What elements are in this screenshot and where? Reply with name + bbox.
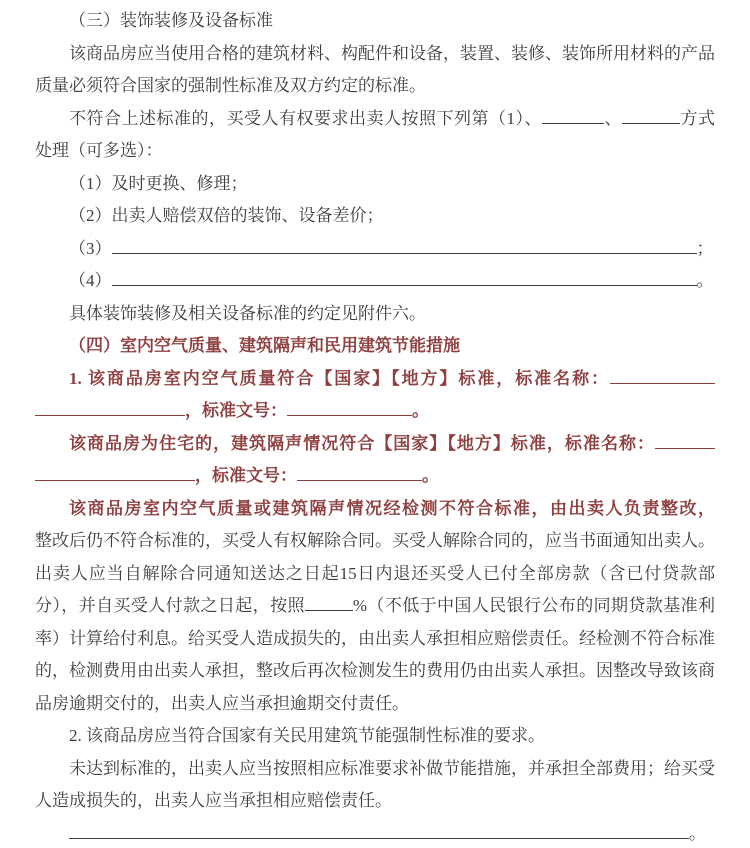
text-run: 。 bbox=[422, 466, 439, 485]
para-sound-insulation-standard bbox=[35, 428, 715, 493]
fill-in-blank bbox=[655, 431, 715, 449]
contract-body bbox=[35, 5, 715, 848]
fill-in-blank bbox=[610, 366, 715, 384]
section-4-heading bbox=[35, 330, 715, 363]
para-energy-remedy bbox=[35, 753, 715, 818]
text-run: 具体装饰装修及相关设备标准的约定见附件六。 bbox=[69, 303, 426, 323]
text-run: 该商品房为住宅的，建筑隔声情况符合【国家】【地方】标准，标准名称： bbox=[69, 433, 655, 453]
text-run: 方式处理（可多选）： bbox=[35, 108, 715, 160]
fill-in-blank bbox=[622, 106, 680, 124]
list-item-3 bbox=[35, 233, 715, 266]
text-run: （三）装饰装修及设备标准 bbox=[69, 11, 273, 30]
fill-in-blank bbox=[112, 236, 697, 254]
text-run: （2）出卖人赔偿双倍的装饰、设备差价； bbox=[69, 206, 384, 225]
para-material-standards bbox=[35, 38, 715, 103]
text-run: 1. 该商品房室内空气质量符合【国家】【地方】标准，标准名称： bbox=[69, 368, 610, 388]
text-run: 不符合上述标准的，买受人有权要求出卖人按照下列第（1）、 bbox=[69, 108, 542, 128]
list-item-4 bbox=[35, 265, 715, 298]
para-air-quality-standard bbox=[35, 363, 715, 428]
fill-in-blank bbox=[35, 463, 195, 481]
para-appendix-six bbox=[35, 298, 715, 331]
fill-in-blank bbox=[297, 463, 422, 481]
text-run: ，标准文号： bbox=[195, 466, 297, 485]
text-run: 该商品房应当使用合格的建筑材料、构配件和设备，装置、装修、装饰所用材料的产品质量必须符合国家的强制性标准及双方约定的标准。 bbox=[35, 43, 715, 95]
text-run: 、 bbox=[604, 108, 622, 128]
text-run: （4） bbox=[69, 271, 112, 290]
text-run: （3） bbox=[69, 238, 112, 258]
text-run: （1）及时更换、修理； bbox=[69, 173, 248, 193]
text-run: （四）室内空气质量、建筑隔声和民用建筑节能措施 bbox=[69, 336, 460, 355]
text-run: 该商品房室内空气质量或建筑隔声情况经检测不符合标准，由出卖人负责整改， bbox=[69, 498, 715, 518]
text-run: ，标准文号： bbox=[185, 401, 287, 420]
text-run: 。 bbox=[689, 823, 706, 843]
text-run: 未达到标准的，出卖人应当按照相应标准要求补做节能措施，并承担全部费用；给买受人造成损失的，出卖人应当承担相应赔偿责任。 bbox=[35, 758, 715, 810]
para-trailing-blank bbox=[35, 818, 715, 848]
fill-in-blank bbox=[287, 398, 412, 416]
fill-in-blank bbox=[305, 593, 353, 611]
para-noncompliance-lead bbox=[35, 493, 715, 526]
fill-in-blank bbox=[542, 106, 604, 124]
text-run: 。 bbox=[696, 271, 714, 290]
text-run: 。 bbox=[412, 401, 429, 420]
list-item-1 bbox=[35, 168, 715, 201]
fill-in-blank bbox=[35, 398, 185, 416]
text-run: %（不低于中国人民银行公布的同期贷款基准利率）计算给付利息。给买受人造成损失的，由出卖人承担相应赔偿责任。经检测不符合标准的，检测费用由出卖人承担，整改后再次检测发生的费用仍由出卖人承担。因整改导致该商品房逾期交付的，出卖人应当承担逾期交付责任。 bbox=[35, 596, 715, 713]
text-run: 整改后仍不符合标准的，买受人有权解除合同。买受人解除合同的，应当书面通知出卖人。出卖人应当自解除合同通知送达之日起15日内退还买受人已付全部房款（含已付贷款部分），并自买受人付款之日起，按照 bbox=[35, 531, 715, 615]
text-run: ； bbox=[696, 238, 714, 258]
para-remedy-options bbox=[35, 103, 715, 168]
para-energy-standard bbox=[35, 720, 715, 753]
fill-in-blank bbox=[112, 268, 697, 286]
text-run: 2. 该商品房应当符合国家有关民用建筑节能强制性标准的要求。 bbox=[69, 726, 545, 745]
list-item-2 bbox=[35, 200, 715, 233]
para-noncompliance-body bbox=[35, 525, 715, 720]
fill-in-blank bbox=[69, 821, 689, 839]
section-3-heading bbox=[35, 5, 715, 38]
